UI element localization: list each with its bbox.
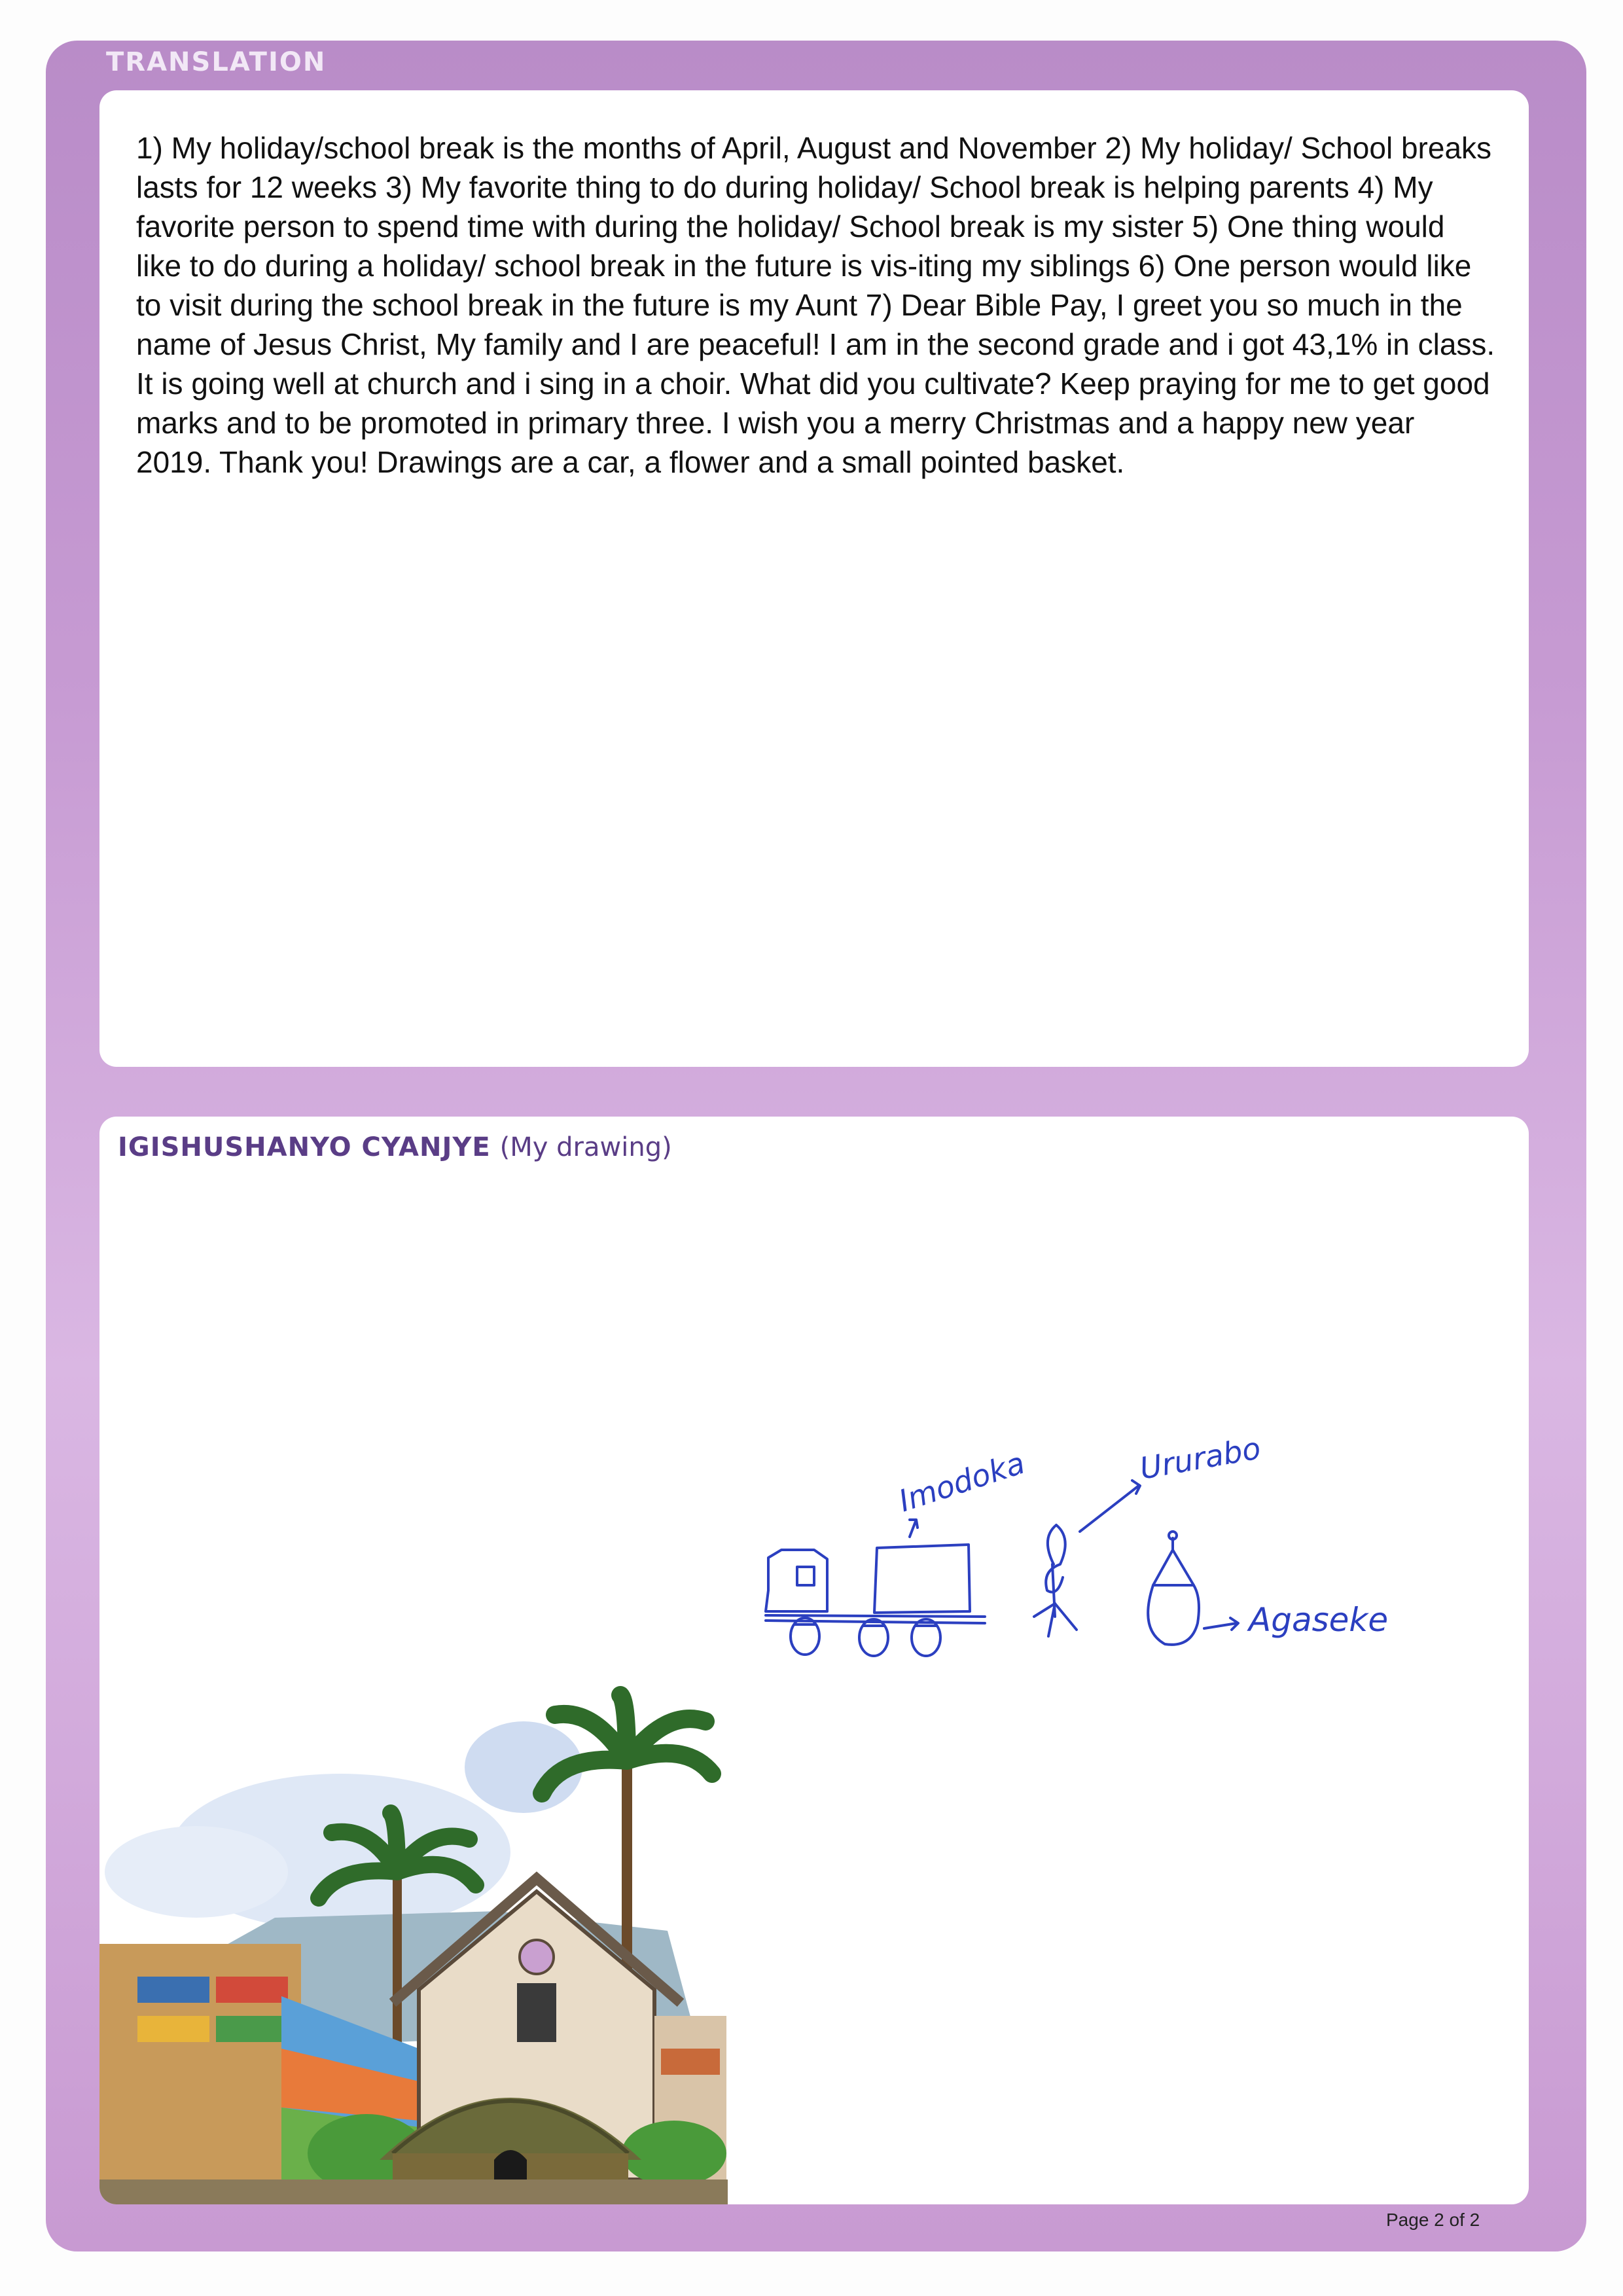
page-number: Page 2 of 2: [1386, 2210, 1480, 2230]
drawing-section-title: [118, 1132, 672, 1162]
child-drawing: [746, 1407, 1518, 1708]
flower-drawing-label: Ururabo: [1137, 1430, 1264, 1486]
car-drawing-label: Imodoka: [894, 1444, 1029, 1519]
translation-text: 1) My holiday/school break is the months of April, August and November 2) My holiday/ School breaks lasts for 12 weeks 3) My favorite thing to do during holiday/ School break is helping parents 4) My favorite person to spend time with during the holiday/ School break is my sister 5) One thing would like to do during a holiday/ school break in the future is vis-iting my siblings 6) One person would like to visit during the school break in the future is my Aunt 7) Dear Bible Pay, I greet you so much in the name of Jesus Christ, My family and I are peaceful! I am in the second grade and i got 43,1% in class. It is going well at church and i sing in a choir. What did you cultivate? Keep praying for me to get good marks and to be promoted in primary three. I wish you a merry Christmas and a happy new year 2019. Thank you! Drawings are a car, a flower and a small pointed basket.: [136, 131, 1495, 479]
flower-drawing-icon: [1046, 1525, 1065, 1592]
section-label-translation: TRANSLATION: [106, 47, 327, 77]
basket-drawing-label: Agaseke: [1249, 1601, 1389, 1639]
drawing-title-main: IGISHUSHANYO CYANJYE: [118, 1132, 491, 1162]
drawing-title-sub: (My drawing): [499, 1132, 672, 1162]
